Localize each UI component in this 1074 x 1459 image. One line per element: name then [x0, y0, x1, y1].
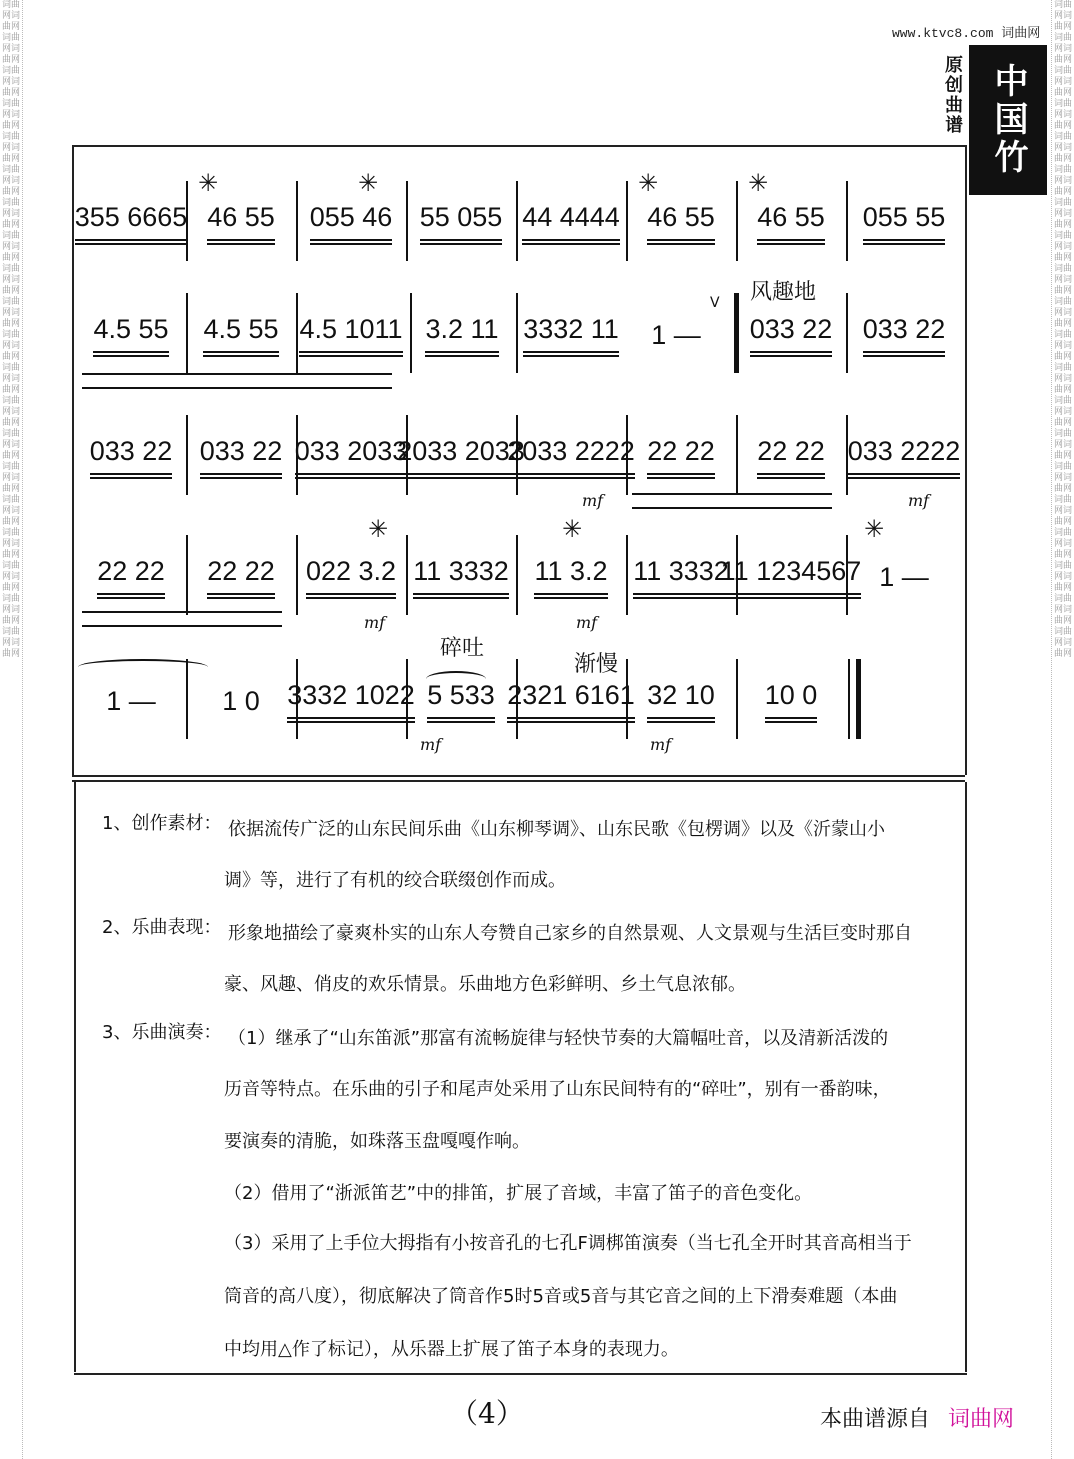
staff-row-4	[74, 515, 965, 632]
original-score-label: 原创曲谱	[942, 55, 963, 135]
note-group: 46 55	[207, 202, 275, 245]
notes-section	[74, 782, 967, 1372]
left-watermark-strip: 词曲网词曲网词曲网词曲网词曲网词曲网词曲网词曲网词曲网词曲网词曲网词曲网词曲网词曲网词曲网词曲网词曲网词曲网词曲网词曲网词曲网词曲网词曲网词曲网词曲网词曲网词曲网词曲网词曲网词曲网词曲网词曲网词曲网词曲网词曲网词曲网词曲网词曲网词曲网词曲网	[0, 0, 23, 1459]
measure	[294, 407, 408, 507]
source-brand-link[interactable]: 词曲网	[948, 1407, 1015, 1432]
note-group: 11 3332	[413, 556, 509, 599]
ornament-mark: ✳	[198, 169, 219, 197]
technique-text: 碎吐	[440, 636, 485, 661]
measure	[78, 407, 184, 507]
note-group: 055 46	[310, 202, 393, 245]
tempo-text: 渐慢	[574, 652, 619, 677]
dynamic-mark: mf	[364, 613, 386, 632]
measure	[298, 173, 404, 273]
note-group: 46 55	[647, 202, 715, 245]
note-group: 44 4444	[522, 202, 620, 245]
staff-row-5	[74, 636, 965, 754]
measure	[298, 285, 404, 385]
note-group: 32 10	[647, 680, 715, 723]
ornament-mark: ✳	[358, 169, 379, 197]
page-number: （4）	[450, 1397, 524, 1430]
note-group: 22 22	[207, 556, 275, 599]
breath-mark: V	[710, 295, 720, 311]
note-group: 3332 1022	[287, 680, 415, 723]
note-group: 46 55	[757, 202, 825, 245]
note-item-1-line-2: 调》等，进行了有机的绞合联缀创作而成。	[224, 870, 566, 891]
source-text: 本曲谱源自	[820, 1407, 931, 1432]
staff-row-3	[74, 407, 965, 510]
note-item-3-line-5: （3）采用了上手位大拇指有小按音孔的七孔F调梆笛演奏（当七孔全开时其音高相当于	[224, 1233, 912, 1254]
note-group: 2321 6161	[507, 680, 635, 723]
note-group: 4.5 1011	[299, 314, 402, 357]
score-bottom-rule	[72, 775, 965, 777]
note-group: 3.2 11	[425, 314, 498, 357]
measure	[628, 651, 734, 751]
dynamic-mark: mf	[908, 491, 930, 510]
note-group: 3332 11	[523, 314, 619, 357]
note-group: 10 0	[765, 680, 818, 723]
final-barline	[856, 659, 861, 739]
note-group: 022 3.2	[306, 556, 396, 599]
note-group: 033 22	[863, 314, 946, 357]
measure	[518, 173, 624, 273]
note-item-2-line-2: 豪、风趣、俏皮的欢乐情景。乐曲地方色彩鲜明、乡土气息浓郁。	[224, 974, 746, 995]
measure	[74, 173, 188, 273]
note-group: 11 3.2	[534, 556, 607, 599]
dynamic-mark: mf	[582, 491, 604, 510]
note-group: 22 22	[97, 556, 165, 599]
measure	[848, 285, 960, 385]
measure	[412, 285, 512, 385]
measure	[720, 527, 862, 627]
note-item-2-line-1: 形象地描绘了豪爽朴实的山东人夸赞自己家乡的自然景观、人文景观与生活巨变时那自	[228, 923, 912, 944]
note-item-1-line-1: 依据流传广泛的山东民间乐曲《山东柳琴调》、山东民歌《包楞调》以及《沂蒙山小	[228, 819, 885, 840]
crescendo-hairpin	[82, 373, 392, 389]
note-group: 033 2033	[295, 436, 408, 479]
notes-bottom-rule	[74, 1373, 967, 1375]
note-group: 1 0	[222, 685, 260, 716]
note-item-3-line-6: 筒音的高八度），彻底解决了筒音作5时5音或5音与其它音之间的上下滑奏难题（本曲	[224, 1286, 898, 1307]
note-item-3-line-1: （1）继承了“山东笛派”那富有流畅旋律与轻快节奏的大篇幅吐音，以及清新活泼的	[228, 1028, 889, 1049]
measure	[507, 407, 635, 507]
ornament-mark: ✳	[638, 169, 659, 197]
note-item-1-label: 1、创作素材：	[102, 813, 222, 834]
measure	[738, 407, 844, 507]
ornament-mark: ✳	[368, 515, 389, 543]
note-item-3-line-7: 中均用△作了标记），从乐器上扩展了笛子本身的表现力。	[224, 1339, 679, 1360]
note-item-3-line-2: 历音等特点。在乐曲的引子和尾声处采用了山东民间特有的“碎吐”，别有一番韵味，	[224, 1079, 891, 1100]
measure	[188, 285, 294, 385]
ornament-mark: ✳	[864, 515, 885, 543]
dynamic-mark: mf	[420, 735, 442, 754]
note-group: 2033 2033	[397, 436, 525, 479]
crescendo-hairpin	[632, 493, 832, 509]
measure	[397, 407, 525, 507]
note-item-3-line-4: （2）借用了“浙派笛艺”中的排笛，扩展了音域，丰富了笛子的音色变化。	[224, 1183, 813, 1204]
note-group: 1 —	[106, 685, 156, 716]
note-group: 033 22	[90, 436, 173, 479]
decrescendo-hairpin	[82, 611, 282, 627]
ornament-mark: ✳	[562, 515, 583, 543]
note-item-3-line-3: 要演奏的清脆，如珠落玉盘嘎嘎作响。	[224, 1131, 530, 1152]
measure	[848, 407, 960, 507]
staff-row-2	[74, 280, 965, 385]
note-group: 5 533	[427, 680, 495, 723]
note-group: 1 —	[651, 319, 701, 350]
note-group: 033 2222	[848, 436, 961, 479]
note-group: 55 055	[420, 202, 503, 245]
staff-row-1	[74, 169, 965, 273]
note-group: 055 55	[863, 202, 946, 245]
measure	[628, 527, 734, 627]
right-watermark-strip: 词曲网词曲网词曲网词曲网词曲网词曲网词曲网词曲网词曲网词曲网词曲网词曲网词曲网词曲网词曲网词曲网词曲网词曲网词曲网词曲网词曲网词曲网词曲网词曲网词曲网词曲网词曲网词曲网词曲网词曲网词曲网词曲网词曲网词曲网词曲网词曲网词曲网词曲网词曲网词曲网	[1051, 0, 1074, 1459]
note-item-3-label: 3、乐曲演奏：	[102, 1022, 222, 1043]
measure	[738, 651, 844, 751]
note-group: 033 22	[750, 314, 833, 357]
note-group: 22 22	[757, 436, 825, 479]
ornament-mark: ✳	[748, 169, 769, 197]
logo-title: 中国竹笛	[969, 45, 1047, 195]
note-group: 355 6665	[75, 202, 188, 245]
note-group: 22 22	[647, 436, 715, 479]
dynamic-mark: mf	[650, 735, 672, 754]
measure	[408, 173, 514, 273]
measure	[287, 651, 415, 751]
measure	[78, 285, 184, 385]
score-top-rule	[72, 145, 965, 147]
tempo-text: 风趣地	[750, 280, 817, 305]
source-attribution	[820, 1402, 1014, 1433]
note-group: 2033 2222	[507, 436, 635, 479]
measure	[518, 285, 624, 385]
score-frame	[72, 145, 967, 775]
measure	[628, 407, 734, 507]
note-item-2-label: 2、乐曲表现：	[102, 917, 222, 938]
note-group: 11 1234567	[721, 556, 862, 599]
measure	[408, 527, 514, 627]
note-group: 11 3332	[633, 556, 729, 599]
note-group: 1 —	[879, 561, 929, 592]
note-group: 033 22	[200, 436, 283, 479]
barline	[848, 659, 850, 739]
dynamic-mark: mf	[576, 613, 598, 632]
slur-arc	[426, 671, 486, 687]
tie-arc	[78, 659, 208, 675]
measure	[188, 407, 294, 507]
note-group: 4.5 55	[93, 314, 168, 357]
note-group: 4.5 55	[203, 314, 278, 357]
site-url: www.ktvc8.com 词曲网	[892, 26, 1041, 41]
measure	[848, 173, 960, 273]
